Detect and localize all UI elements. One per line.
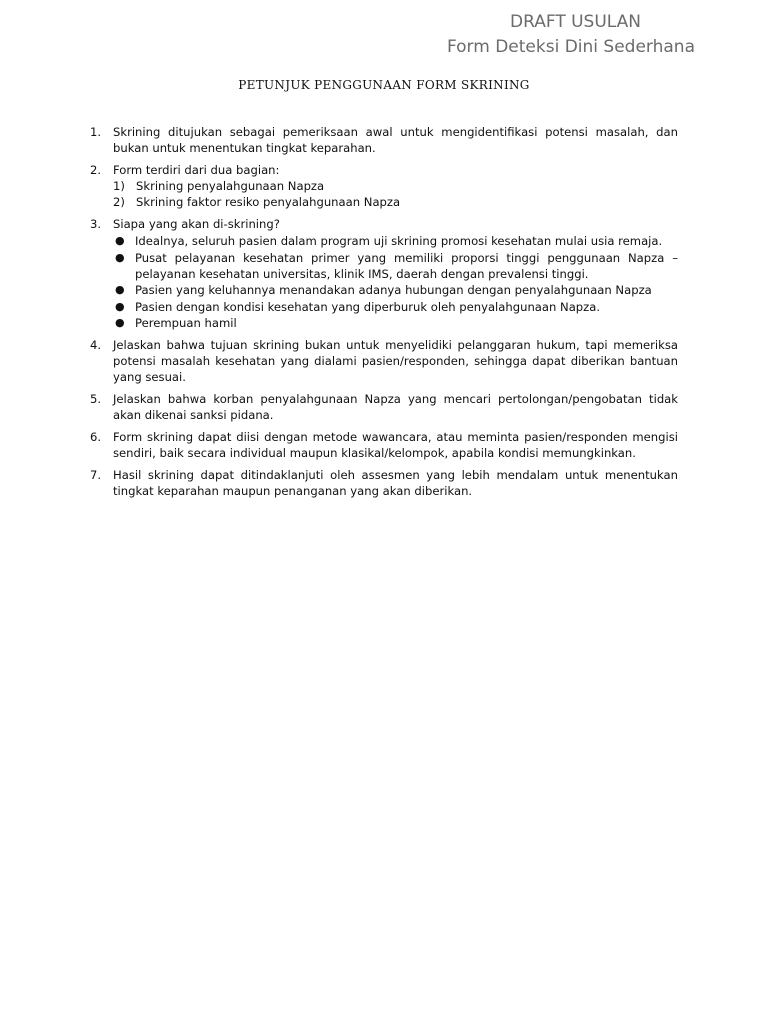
list-item: [90, 124, 678, 156]
document-title: PETUNJUK PENGGUNAAN FORM SKRINING: [238, 78, 530, 92]
draft-label: DRAFT USULAN: [510, 12, 641, 32]
item-text: Form skrining dapat diisi dengan metode wawancara, atau meminta pasien/responden mengisi sendiri, baik secara individual maupun klasikal/kelompok, apabila kondisi memungkinkan.: [113, 430, 678, 460]
bullet-text: Perempuan hamil: [135, 316, 237, 330]
bullet-item: [113, 250, 678, 282]
bullet-item: [113, 233, 678, 249]
item-number: 4.: [90, 338, 102, 352]
item-text: Jelaskan bahwa tujuan skrining bukan untuk menyelidiki pelanggaran hukum, tapi memeriksa potensi masalah kesehatan yang dialami pasien/responden, sehingga dapat diberikan bantuan yang sesuai.: [113, 338, 678, 384]
bullet-item: [113, 282, 678, 298]
list-item: [90, 467, 678, 499]
sub-item-text: Skrining penyalahgunaan Napza: [136, 179, 325, 193]
bullet-list: [113, 233, 678, 331]
item-text: Jelaskan bahwa korban penyalahgunaan Napza yang mencari pertolongan/pengobatan tidak akan dikenai sanksi pidana.: [113, 392, 678, 422]
bullet-item: [113, 299, 678, 315]
item-text: Form terdiri dari dua bagian:: [113, 163, 280, 177]
list-item: [90, 162, 678, 210]
item-number: 1.: [90, 125, 102, 139]
list-item: [90, 391, 678, 423]
instruction-list: [90, 124, 678, 505]
sub-item-text: Skrining faktor resiko penyalahgunaan Napza: [136, 195, 401, 209]
list-item: [90, 429, 678, 461]
item-text: Skrining ditujukan sebagai pemeriksaan awal untuk mengidentifikasi potensi masalah, dan bukan untuk menentukan tingkat keparahan.: [113, 125, 678, 155]
item-text: Hasil skrining dapat ditindaklanjuti oleh assesmen yang lebih mendalam untuk menentukan tingkat keparahan maupun penanganan yang akan diberikan.: [113, 468, 678, 498]
item-number: 6.: [90, 430, 102, 444]
list-item: [90, 337, 678, 385]
item-number: 5.: [90, 392, 102, 406]
form-name: Form Deteksi Dini Sederhana: [446, 37, 695, 57]
bullet-text: Pusat pelayanan kesehatan primer yang memiliki proporsi tinggi penggunaan Napza – pelayanan kesehatan universitas, klinik IMS, daerah dengan prevalensi tinggi.: [135, 250, 678, 281]
sub-item: [113, 194, 678, 210]
bullet-item: [113, 315, 678, 331]
item-number: 3.: [90, 217, 102, 231]
list-item: [90, 216, 678, 331]
item-number: 7.: [90, 468, 102, 482]
bullet-icon: ●: [115, 250, 125, 264]
document-header: [447, 10, 695, 60]
bullet-icon: ●: [115, 234, 125, 247]
bullet-text: Pasien dengan kondisi kesehatan yang diperburuk oleh penyalahgunaan Napza.: [135, 299, 601, 314]
bullet-icon: ●: [115, 283, 125, 296]
bullet-icon: ●: [115, 299, 125, 313]
item-text: Siapa yang akan di-skrining?: [113, 217, 280, 231]
sub-item-number: 2): [113, 195, 125, 209]
bullet-text: Pasien yang keluhannya menandakan adanya hubungan dengan penyalahgunaan Napza: [135, 283, 652, 297]
sub-item: [113, 178, 678, 194]
item-number: 2.: [90, 163, 102, 177]
bullet-text: Idealnya, seluruh pasien dalam program uji skrining promosi kesehatan mulai usia remaja.: [135, 234, 663, 248]
bullet-icon: ●: [115, 316, 125, 329]
sub-item-number: 1): [113, 179, 125, 193]
